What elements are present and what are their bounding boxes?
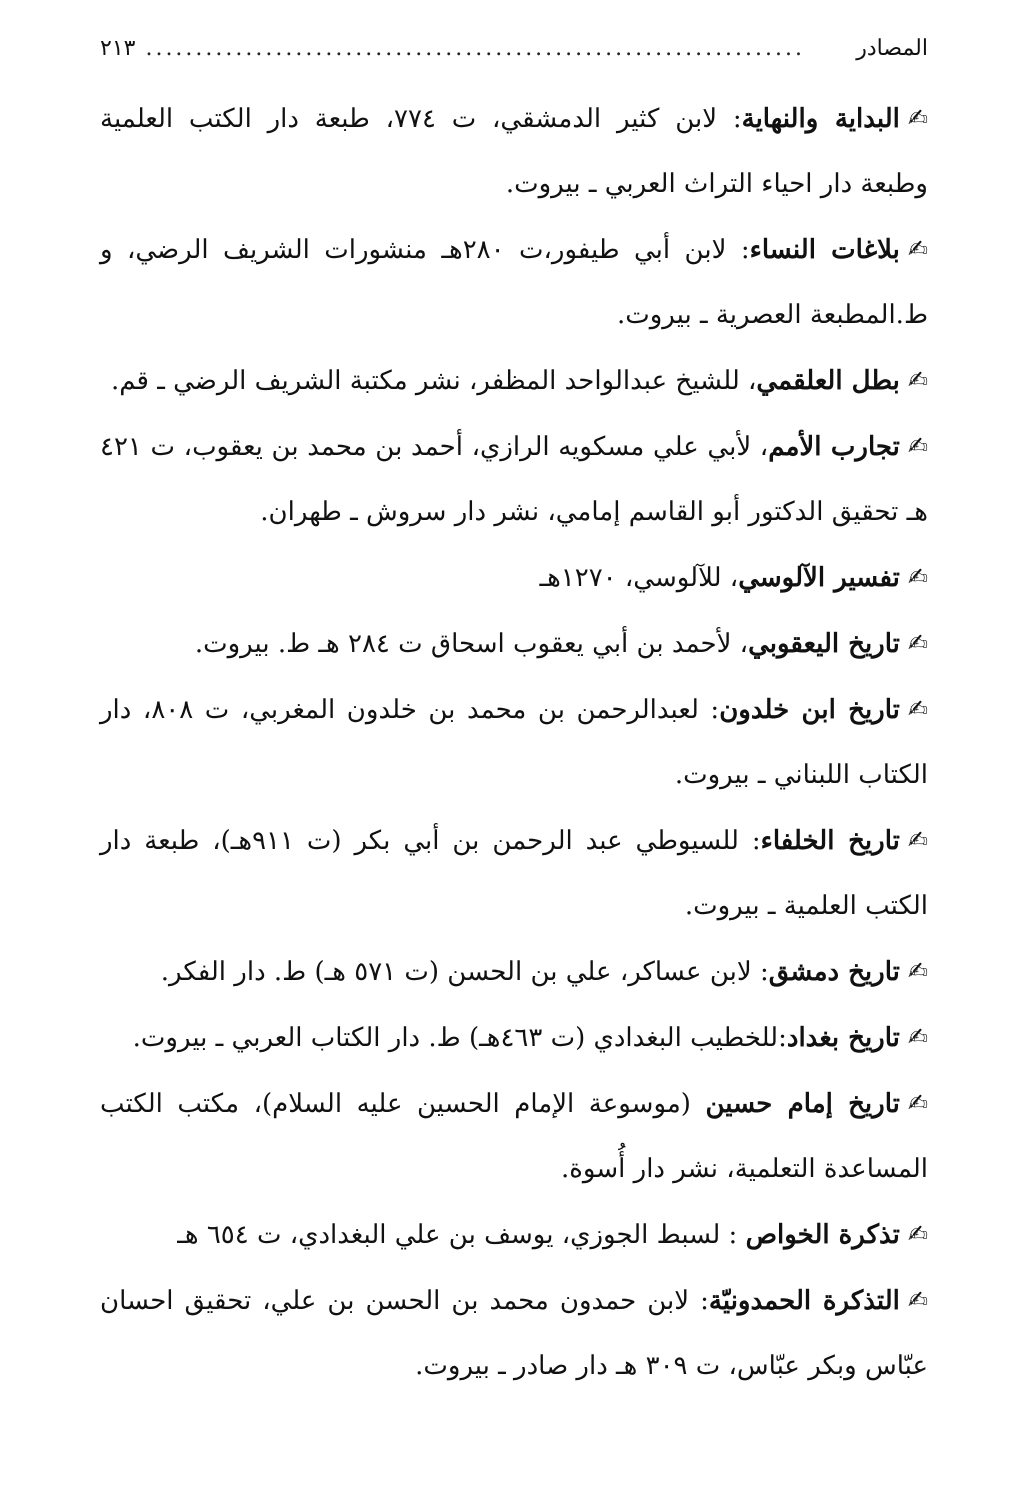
bibliography-entry (100, 939, 928, 1005)
entry-title: تجارب الأمم (768, 432, 900, 462)
entry-text: : لسبط الجوزي، يوسف بن علي البغدادي، ت ٦٥٤ هـ (177, 1220, 746, 1250)
entry-text: ، للشيخ عبدالواحد المظفر، نشر مكتبة الشريف الرضي ـ قم. (110, 366, 757, 396)
pen-writing-icon: ✍ (907, 1089, 928, 1117)
bibliography-list (100, 86, 928, 1399)
entry-title: بلاغات النساء (749, 235, 900, 265)
entry-text: : لابن أبي طيفور،ت ٢٨٠هـ منشورات الشريف الرضي، و ط.المطبعة العصرية ـ بيروت. (100, 235, 928, 330)
entry-title: تاريخ ابن خلدون (719, 695, 900, 725)
entry-text: : لابن حمدون محمد بن الحسن بن علي، تحقيق احسان عبّاس وبكر عبّاس، ت ٣٠٩ هـ دار صادر ـ بيروت. (100, 1286, 928, 1381)
bibliography-entry (100, 808, 928, 939)
entry-text: ، للآلوسي، ١٢٧٠هـ (539, 563, 739, 593)
page-number: ٢١٣ (100, 36, 136, 61)
entry-text: : لعبدالرحمن بن محمد بن خلدون المغربي، ت ٨٠٨، دار الكتاب اللبناني ـ بيروت. (100, 695, 928, 790)
entry-title: تذكرة الخواص (745, 1220, 900, 1250)
entry-title: البداية والنهاية (741, 104, 900, 134)
entry-title: تفسير الآلوسي (738, 563, 900, 593)
pen-writing-icon: ✍ (907, 235, 928, 263)
bibliography-entry (100, 86, 928, 217)
bibliography-entry (100, 217, 928, 348)
entry-text: :للخطيب البغدادي (ت ٤٦٣هـ) ط. دار الكتاب العربي ـ بيروت. (132, 1023, 787, 1053)
bibliography-entry (100, 414, 928, 545)
entry-text: (موسوعة الإمام الحسين عليه السلام)، مكتب الكتب المساعدة التعلمية، نشر دار أُسوة. (100, 1089, 928, 1184)
pen-writing-icon: ✍ (907, 1023, 928, 1051)
entry-title: تاريخ اليعقوبي (748, 629, 900, 659)
bibliography-entry (100, 611, 928, 677)
pen-writing-icon: ✍ (907, 366, 928, 394)
entry-title: تاريخ دمشق (768, 957, 900, 987)
entry-title: التذكرة الحمدونيّة (708, 1286, 900, 1316)
entry-title: بطل العلقمي (756, 366, 900, 396)
entry-text: : لابن عساكر، علي بن الحسن (ت ٥٧١ هـ) ط. دار الفكر. (160, 957, 769, 987)
pen-writing-icon: ✍ (907, 1286, 928, 1314)
pen-writing-icon: ✍ (907, 629, 928, 657)
bibliography-entry (100, 677, 928, 808)
running-header (100, 36, 928, 78)
header-title: المصادر (856, 36, 928, 61)
pen-writing-icon: ✍ (907, 826, 928, 854)
entry-text: : لابن كثير الدمشقي، ت ٧٧٤، طبعة دار الكتب العلمية وطبعة دار احياء التراث العربي ـ بيروت. (100, 104, 928, 199)
entry-title: تاريخ الخلفاء (760, 826, 900, 856)
entry-text: : للسيوطي عبد الرحمن بن أبي بكر (ت ٩١١هـ)، طبعة دار الكتب العلمية ـ بيروت. (100, 826, 928, 921)
pen-writing-icon: ✍ (907, 563, 928, 591)
pen-writing-icon: ✍ (907, 104, 928, 132)
bibliography-entry (100, 1071, 928, 1202)
bibliography-entry (100, 1202, 928, 1268)
bibliography-entry (100, 545, 928, 611)
entry-text: ، لأحمد بن أبي يعقوب اسحاق ت ٢٨٤ هـ ط. بيروت. (194, 629, 749, 659)
bibliography-entry (100, 1005, 928, 1071)
pen-writing-icon: ✍ (907, 695, 928, 723)
entry-title: تاريخ بغداد (786, 1023, 900, 1053)
bibliography-entry (100, 1268, 928, 1399)
pen-writing-icon: ✍ (907, 432, 929, 460)
entry-title: تاريخ إمام حسين (705, 1089, 900, 1119)
pen-writing-icon: ✍ (907, 957, 928, 985)
entry-text: ، لأبي علي مسكويه الرازي، أحمد بن محمد بن يعقوب، ت ٤٢١ هـ تحقيق الدكتور أبو القاسم إمامي، نشر دار سروش ـ طهران. (100, 432, 928, 527)
bibliography-entry (100, 348, 928, 414)
pen-writing-icon: ✍ (907, 1220, 928, 1248)
header-leader-dots: .................................................................. (145, 36, 806, 61)
